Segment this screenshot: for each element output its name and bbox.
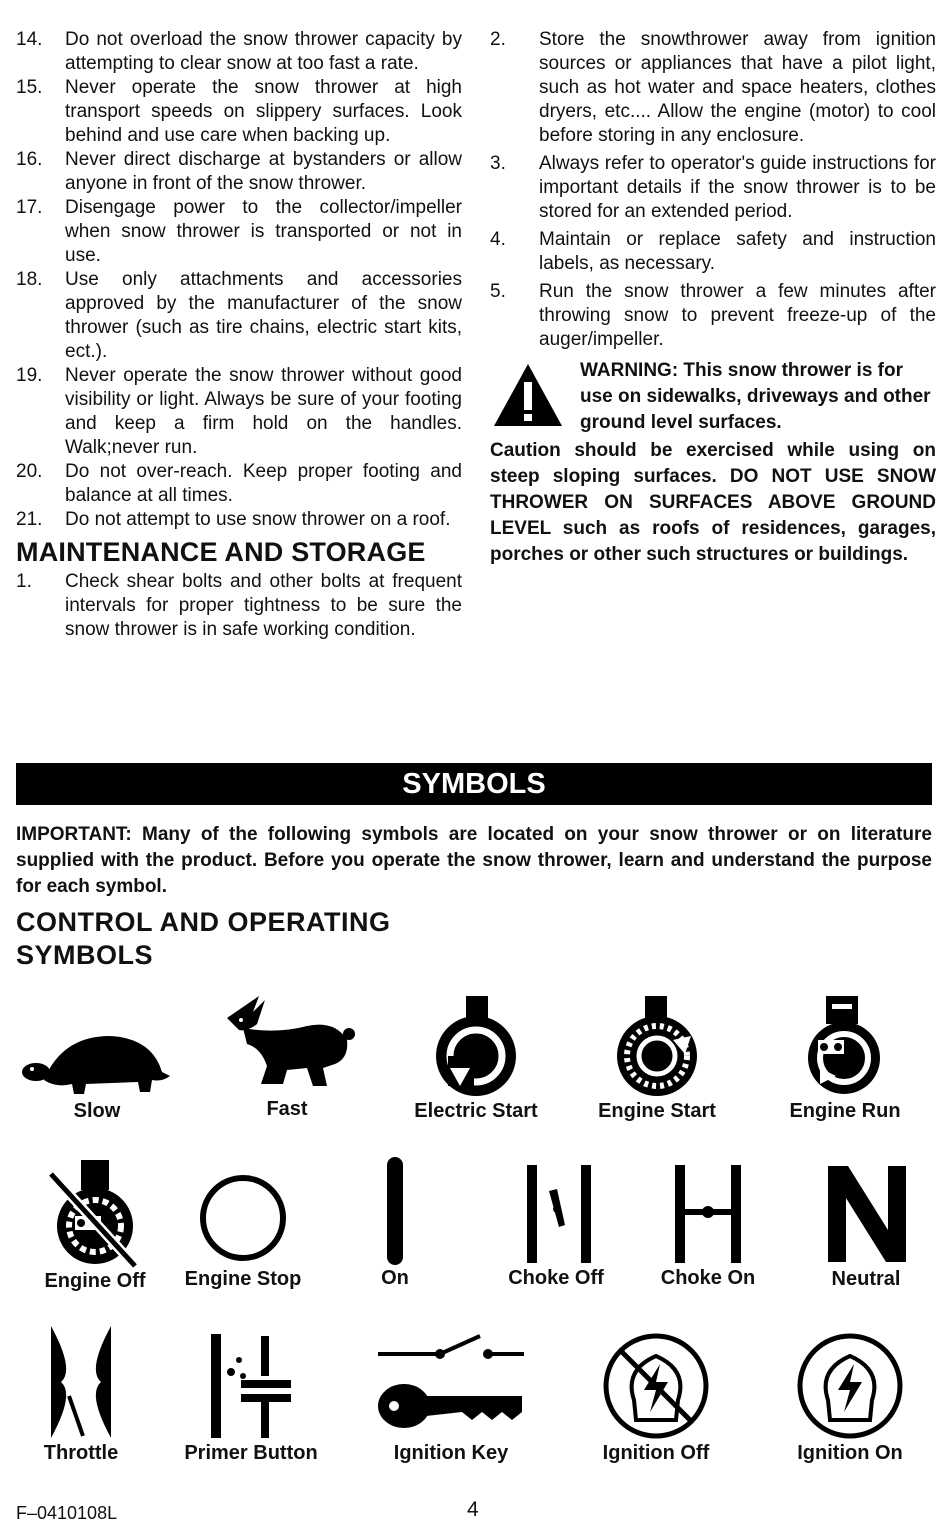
symbol-primer-button: Primer Button xyxy=(168,1330,334,1465)
warning-body: Caution should be exercised while using on steep sloping surfaces. DO NOT USE SNOW THROWER ON SURFACES ABOVE GROUND LEVEL such as roofs of residences, garages, porches or other such structures or buildings. xyxy=(490,440,936,565)
list-item: 5. Run the snow thrower a few minutes after throwing snow to prevent freeze-up of the auger/impeller. xyxy=(490,281,936,350)
warning-triangle-icon xyxy=(492,362,564,428)
symbol-slow: Slow xyxy=(22,1022,172,1123)
engine-off-icon xyxy=(45,1160,145,1270)
symbols-banner: SYMBOLS xyxy=(16,763,932,805)
list-item: 20. Do not over-reach. Keep proper footing and balance at all times. xyxy=(16,461,462,506)
symbol-choke-on: Choke On xyxy=(638,1163,778,1290)
neutral-icon xyxy=(816,1160,916,1268)
ignition-on-icon xyxy=(792,1330,908,1442)
engine-stop-icon xyxy=(193,1168,293,1268)
list-item: 1. Check shear bolts and other bolts at frequent intervals for proper tightness to be sure the snow thrower is in safe working condition. xyxy=(16,571,462,640)
turtle-icon xyxy=(22,1022,172,1100)
symbol-electric-start: Electric Start xyxy=(398,996,554,1123)
symbol-ignition-key: Ignition Key xyxy=(368,1330,534,1465)
engine-start-icon xyxy=(607,996,707,1100)
maintenance-list xyxy=(16,570,462,642)
ignition-key-icon xyxy=(376,1330,526,1442)
maintenance-heading: MAINTENANCE AND STORAGE xyxy=(16,537,426,567)
symbol-engine-start: Engine Start xyxy=(582,996,732,1123)
symbol-throttle: Throttle xyxy=(16,1322,146,1465)
symbol-on: On xyxy=(345,1155,445,1290)
choke-off-icon xyxy=(511,1163,601,1267)
list-item: 18. Use only attachments and accessories approved by the manufacturer of the snow thrower (such as tire chains, electric start kits, ect.). xyxy=(16,269,462,362)
list-item: 4. Maintain or replace safety and instruction labels, as necessary. xyxy=(490,229,936,274)
page-number: 4 xyxy=(467,1498,479,1521)
list-item: 15. Never operate the snow thrower at high transport speeds on slippery surfaces. Look behind and use care when backing up. xyxy=(16,77,462,146)
symbol-choke-off: Choke Off xyxy=(486,1163,626,1290)
left-column xyxy=(16,28,462,642)
symbol-ignition-off: Ignition Off xyxy=(578,1330,734,1465)
electric-start-icon xyxy=(426,996,526,1100)
list-item: 19. Never operate the snow thrower without good visibility or light. Always be sure of your footing and keep a firm hold on the handles. Walk;never run. xyxy=(16,365,462,458)
control-symbols-heading: CONTROL AND OPERATING SYMBOLS xyxy=(16,907,391,970)
on-icon xyxy=(375,1155,415,1267)
list-item: 17. Disengage power to the collector/impeller when snow thrower is transported or not in use. xyxy=(16,197,462,266)
throttle-icon xyxy=(41,1322,121,1442)
warning-block xyxy=(490,358,936,568)
list-item: 2. Store the snowthrower away from ignition sources or appliances that have a pilot light, such as hot water and space heaters, clothes dryers, etc.... Allow the engine (motor) to cool before storing in any enclosure. xyxy=(490,29,936,146)
safety-list xyxy=(16,28,462,532)
document-code: F–0410108L xyxy=(16,1503,118,1523)
symbol-engine-run: Engine Run xyxy=(770,996,920,1123)
list-item: 14. Do not overload the snow thrower capacity by attempting to clear snow at too fast a rate. xyxy=(16,29,462,74)
symbol-engine-stop: Engine Stop xyxy=(168,1168,318,1291)
warning-heading: WARNING: This snow thrower is for use on sidewalks, driveways and other ground level surfaces. xyxy=(580,360,931,433)
symbol-ignition-on: Ignition On xyxy=(772,1330,928,1465)
list-item: 21. Do not attempt to use snow thrower on a roof. xyxy=(16,509,451,530)
symbol-engine-off: Engine Off xyxy=(20,1160,170,1293)
ignition-off-icon xyxy=(598,1330,714,1442)
rabbit-icon xyxy=(217,988,357,1098)
choke-on-icon xyxy=(663,1163,753,1267)
maintenance-list-continued xyxy=(490,28,936,352)
symbol-neutral: Neutral xyxy=(796,1160,936,1291)
symbol-fast: Fast xyxy=(212,988,362,1121)
engine-run-icon xyxy=(800,996,890,1100)
right-column xyxy=(490,28,936,568)
list-item: 3. Always refer to operator's guide instructions for important details if the snow thrower is to be stored for an extended period. xyxy=(490,153,936,222)
list-item: 16. Never direct discharge at bystanders or allow anyone in front of the snow thrower. xyxy=(16,149,462,194)
important-note: IMPORTANT: Many of the following symbols are located on your snow thrower or on literature supplied with the product. Before you operate the snow thrower, learn and understand the purpose for each symbol. xyxy=(16,824,932,897)
primer-button-icon xyxy=(191,1330,311,1442)
